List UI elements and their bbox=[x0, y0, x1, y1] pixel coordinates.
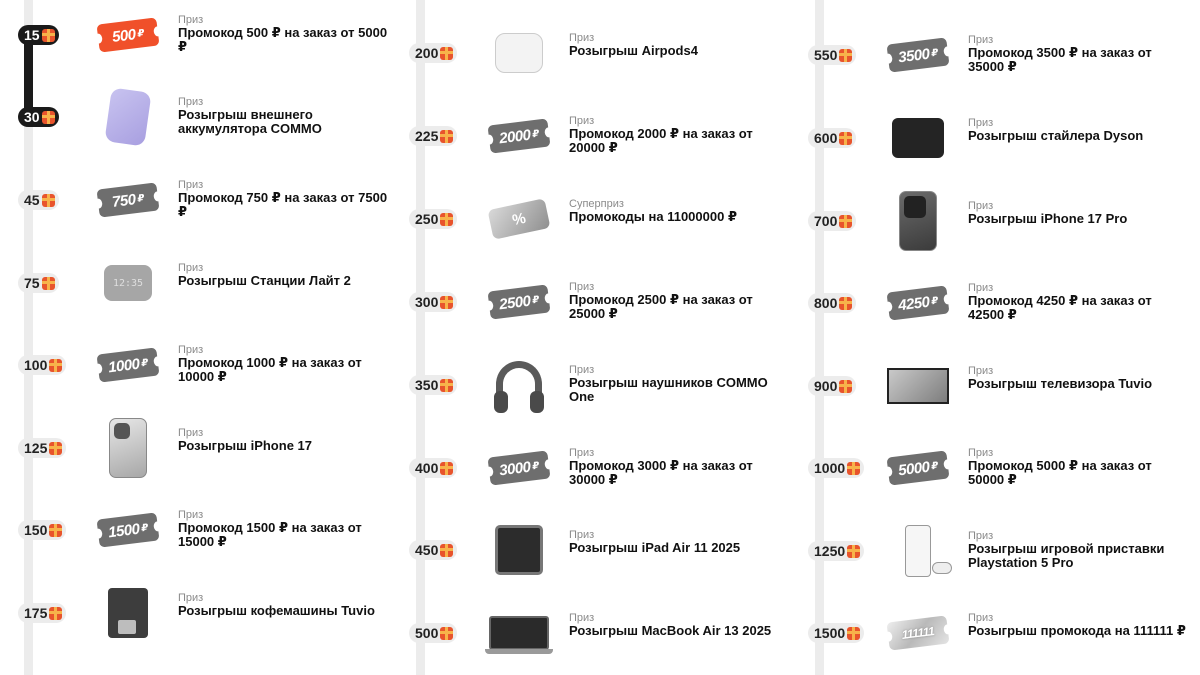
points-value: 500 bbox=[415, 625, 439, 641]
points-value: 250 bbox=[415, 211, 439, 227]
gift-icon bbox=[440, 379, 453, 392]
prize-text bbox=[569, 281, 789, 321]
points-badge bbox=[808, 128, 856, 148]
ruble-sign: ₽ bbox=[531, 294, 540, 306]
points-badge bbox=[409, 623, 457, 643]
prize-label: Приз bbox=[968, 282, 994, 294]
percent-ticket-icon: % bbox=[488, 198, 551, 239]
gift-icon bbox=[49, 359, 62, 372]
iphone-pro-icon bbox=[899, 191, 937, 251]
prize-title: Промокод 3500 ₽ на заказ от 35000 ₽ bbox=[968, 45, 1152, 74]
prize-title: Промокод 1500 ₽ на заказ от 15000 ₽ bbox=[178, 520, 362, 549]
prize-image bbox=[487, 271, 551, 333]
prize-text bbox=[569, 529, 789, 555]
points-badge bbox=[18, 273, 59, 293]
prize-image bbox=[886, 520, 950, 582]
coffee-machine-icon bbox=[108, 588, 148, 638]
prize-image bbox=[96, 169, 160, 231]
gift-icon bbox=[847, 462, 860, 475]
prize-label: Приз bbox=[968, 447, 994, 459]
prize-image bbox=[886, 355, 950, 417]
points-badge bbox=[808, 45, 856, 65]
gift-icon bbox=[847, 627, 860, 640]
playstation-icon bbox=[905, 525, 931, 577]
prize-title: Промокод 1000 ₽ на заказ от 10000 ₽ bbox=[178, 355, 362, 384]
prize-image bbox=[96, 417, 160, 479]
ruble-sign: ₽ bbox=[136, 27, 145, 40]
reward-row[interactable] bbox=[808, 433, 1188, 503]
coupon-icon bbox=[887, 37, 950, 72]
ruble-sign: ₽ bbox=[140, 522, 149, 534]
reward-row[interactable] bbox=[409, 350, 789, 420]
gift-icon bbox=[839, 297, 852, 310]
prize-image bbox=[487, 22, 551, 84]
reward-row[interactable] bbox=[18, 0, 398, 70]
coupon-icon bbox=[887, 285, 950, 320]
reward-row[interactable] bbox=[808, 268, 1188, 338]
prize-title: Промокод 500 ₽ на заказ от 5000 ₽ bbox=[178, 25, 388, 54]
prize-label: Приз bbox=[968, 365, 994, 377]
gift-icon bbox=[42, 29, 55, 42]
reward-row[interactable] bbox=[409, 433, 789, 503]
prize-image bbox=[487, 519, 551, 581]
points-value: 1500 bbox=[814, 625, 846, 641]
prize-text bbox=[569, 198, 789, 224]
coupon-icon bbox=[97, 182, 160, 217]
prize-label: Приз bbox=[968, 117, 994, 129]
prize-label: Приз bbox=[569, 447, 595, 459]
points-badge bbox=[409, 292, 457, 312]
gift-icon bbox=[839, 132, 852, 145]
prize-image bbox=[886, 24, 950, 86]
prize-label: Приз bbox=[178, 262, 204, 274]
prize-text bbox=[178, 427, 398, 453]
prize-label: Приз bbox=[178, 509, 204, 521]
prize-text bbox=[968, 447, 1188, 487]
coupon-icon bbox=[97, 17, 160, 52]
prize-text bbox=[178, 179, 398, 219]
prize-title: Розыгрыш Станции Лайт 2 bbox=[178, 273, 351, 288]
points-value: 800 bbox=[814, 295, 838, 311]
reward-row[interactable] bbox=[18, 495, 398, 565]
prize-title: Розыгрыш iPhone 17 Pro bbox=[968, 211, 1128, 226]
points-badge bbox=[18, 25, 59, 45]
points-badge bbox=[18, 603, 66, 623]
reward-row[interactable] bbox=[409, 515, 789, 585]
prize-label: Приз bbox=[178, 179, 204, 191]
points-badge bbox=[409, 43, 457, 63]
points-badge bbox=[409, 458, 457, 478]
points-value: 225 bbox=[415, 128, 439, 144]
reward-row[interactable] bbox=[18, 413, 398, 483]
points-value: 400 bbox=[415, 460, 439, 476]
coupon-icon bbox=[488, 118, 551, 153]
ruble-sign: ₽ bbox=[136, 192, 145, 205]
gift-icon bbox=[440, 296, 453, 309]
points-badge bbox=[18, 190, 59, 210]
points-badge bbox=[808, 293, 856, 313]
points-value: 350 bbox=[415, 377, 439, 393]
reward-row[interactable] bbox=[808, 351, 1188, 421]
ruble-sign: ₽ bbox=[531, 128, 540, 140]
reward-row[interactable] bbox=[18, 82, 398, 152]
points-badge bbox=[18, 107, 59, 127]
ruble-sign: ₽ bbox=[930, 47, 939, 59]
points-badge bbox=[808, 623, 864, 643]
prize-label: Приз bbox=[968, 530, 994, 542]
prize-title: Розыгрыш iPad Air 11 2025 bbox=[569, 540, 741, 555]
ipad-icon bbox=[495, 525, 543, 575]
prize-text bbox=[968, 34, 1188, 74]
prize-title: Розыгрыш Airpods4 bbox=[569, 43, 698, 58]
gift-icon bbox=[839, 380, 852, 393]
prize-label: Приз bbox=[178, 592, 204, 604]
reward-row[interactable] bbox=[808, 598, 1188, 668]
prize-label: Приз bbox=[178, 427, 204, 439]
points-value: 450 bbox=[415, 542, 439, 558]
prize-title: Розыгрыш стайлера Dyson bbox=[968, 128, 1144, 143]
ruble-sign: ₽ bbox=[930, 460, 939, 472]
points-badge bbox=[808, 211, 856, 231]
points-value: 30 bbox=[24, 109, 40, 125]
prize-title: Розыгрыш наушников COMMO One bbox=[569, 375, 768, 404]
points-badge bbox=[409, 209, 457, 229]
coupon-value: 750 bbox=[111, 190, 137, 211]
prize-label: Приз bbox=[968, 200, 994, 212]
points-value: 300 bbox=[415, 294, 439, 310]
points-value: 1250 bbox=[814, 543, 846, 559]
prize-title: Промокод 5000 ₽ на заказ от 50000 ₽ bbox=[968, 458, 1152, 487]
points-badge bbox=[808, 376, 856, 396]
prize-title: Розыгрыш телевизора Tuvio bbox=[968, 376, 1153, 391]
prize-image bbox=[96, 86, 160, 148]
prize-image bbox=[886, 437, 950, 499]
reward-row[interactable] bbox=[18, 248, 398, 318]
reward-row[interactable] bbox=[808, 516, 1188, 586]
points-badge bbox=[18, 438, 66, 458]
gift-icon bbox=[440, 462, 453, 475]
reward-row[interactable] bbox=[18, 330, 398, 400]
gift-icon bbox=[839, 49, 852, 62]
coupon-value: 1500 bbox=[107, 520, 141, 541]
coupon-value: 3000 bbox=[498, 458, 532, 479]
points-value: 100 bbox=[24, 357, 48, 373]
coupon-icon bbox=[97, 347, 160, 382]
prize-title: Розыгрыш внешнего аккумулятора COMMO bbox=[178, 107, 322, 136]
prize-image bbox=[886, 190, 950, 252]
prize-text bbox=[569, 115, 789, 155]
prize-label: Приз bbox=[178, 344, 204, 356]
gift-icon bbox=[49, 524, 62, 537]
prize-title: Розыгрыш промокода на 111111 ₽ bbox=[968, 623, 1186, 638]
ruble-sign: ₽ bbox=[930, 295, 939, 307]
prize-title: Розыгрыш iPhone 17 bbox=[178, 438, 312, 453]
prize-title: Промокод 750 ₽ на заказ от 7500 ₽ bbox=[178, 190, 388, 219]
coupon-icon bbox=[488, 450, 551, 485]
coupon-icon bbox=[488, 284, 551, 319]
prize-text bbox=[968, 200, 1188, 226]
prize-title: Промокод 2000 ₽ на заказ от 20000 ₽ bbox=[569, 126, 753, 155]
prize-text bbox=[968, 117, 1188, 143]
prize-text bbox=[569, 32, 789, 58]
gift-icon bbox=[42, 277, 55, 290]
prize-text bbox=[178, 14, 398, 54]
prize-image bbox=[886, 272, 950, 334]
points-value: 200 bbox=[415, 45, 439, 61]
prize-image bbox=[487, 437, 551, 499]
prize-title: Розыгрыш MacBook Air 13 2025 bbox=[569, 623, 772, 638]
prize-title: Промокод 2500 ₽ на заказ от 25000 ₽ bbox=[569, 292, 753, 321]
ruble-sign: ₽ bbox=[531, 460, 540, 472]
points-badge bbox=[18, 355, 66, 375]
prize-label: Приз bbox=[569, 529, 595, 541]
tv-icon bbox=[887, 368, 949, 404]
prize-text bbox=[178, 509, 398, 549]
reward-row[interactable] bbox=[808, 186, 1188, 256]
prize-label: Приз bbox=[569, 115, 595, 127]
points-badge bbox=[808, 458, 864, 478]
gift-icon bbox=[49, 442, 62, 455]
prize-text bbox=[569, 364, 789, 404]
prize-image bbox=[96, 252, 160, 314]
prize-title: Промокод 3000 ₽ на заказ от 30000 ₽ bbox=[569, 458, 753, 487]
prize-title: Промокод 4250 ₽ на заказ от 42500 ₽ bbox=[968, 293, 1152, 322]
prize-label: Приз bbox=[178, 14, 204, 26]
points-badge bbox=[409, 375, 457, 395]
prize-title: Розыгрыш кофемашины Tuvio bbox=[178, 603, 375, 618]
points-value: 550 bbox=[814, 47, 838, 63]
prize-image bbox=[487, 105, 551, 167]
coupon-value: 500 bbox=[111, 25, 137, 46]
gift-icon bbox=[440, 130, 453, 143]
reward-row[interactable] bbox=[18, 578, 398, 648]
gift-icon bbox=[49, 607, 62, 620]
prize-text bbox=[178, 96, 398, 136]
prize-label: Приз bbox=[569, 32, 595, 44]
coupon-value: 5000 bbox=[897, 458, 931, 479]
reward-row[interactable] bbox=[409, 101, 789, 171]
prize-image bbox=[96, 334, 160, 396]
prize-text bbox=[569, 612, 789, 638]
points-badge bbox=[808, 541, 864, 561]
prize-text bbox=[178, 344, 398, 384]
gift-icon bbox=[42, 194, 55, 207]
coupon-value: 3500 bbox=[897, 45, 931, 66]
prize-image bbox=[487, 188, 551, 250]
points-badge bbox=[18, 520, 66, 540]
prize-image bbox=[96, 582, 160, 644]
reward-row[interactable] bbox=[409, 267, 789, 337]
dyson-styler-icon bbox=[892, 118, 944, 158]
ruble-sign: ₽ bbox=[140, 357, 149, 369]
points-value: 45 bbox=[24, 192, 40, 208]
macbook-icon bbox=[489, 616, 549, 650]
prize-text bbox=[968, 365, 1188, 391]
reward-row[interactable] bbox=[409, 184, 789, 254]
points-value: 900 bbox=[814, 378, 838, 394]
points-value: 75 bbox=[24, 275, 40, 291]
prize-image bbox=[487, 602, 551, 664]
points-badge bbox=[409, 126, 457, 146]
points-value: 175 bbox=[24, 605, 48, 621]
prize-text bbox=[968, 612, 1188, 638]
reward-row[interactable] bbox=[808, 103, 1188, 173]
points-value: 600 bbox=[814, 130, 838, 146]
points-value: 700 bbox=[814, 213, 838, 229]
prize-label: Приз bbox=[569, 612, 595, 624]
prize-image bbox=[886, 107, 950, 169]
gift-icon bbox=[839, 215, 852, 228]
iphone-icon bbox=[109, 418, 147, 478]
gift-icon bbox=[440, 627, 453, 640]
prize-text bbox=[178, 592, 398, 618]
camera-module-icon bbox=[114, 423, 130, 439]
prize-label: Приз bbox=[569, 281, 595, 293]
prize-text bbox=[178, 262, 398, 288]
airpods-icon bbox=[495, 33, 543, 73]
points-value: 150 bbox=[24, 522, 48, 538]
prize-image bbox=[96, 499, 160, 561]
prize-label: Приз bbox=[569, 364, 595, 376]
prize-image bbox=[96, 4, 160, 66]
prize-label: Приз bbox=[178, 96, 204, 108]
prize-title: Розыгрыш игровой приставки Playstation 5 Pro bbox=[968, 541, 1165, 570]
gift-icon bbox=[440, 544, 453, 557]
coupon-icon bbox=[887, 450, 950, 485]
points-value: 1000 bbox=[814, 460, 846, 476]
prize-image bbox=[886, 602, 950, 664]
reward-row[interactable] bbox=[18, 165, 398, 235]
gift-icon bbox=[440, 47, 453, 60]
prize-label: Приз bbox=[968, 612, 994, 624]
coupon-value: 2000 bbox=[498, 126, 532, 147]
gift-icon bbox=[42, 111, 55, 124]
headphones-icon bbox=[496, 361, 542, 409]
points-badge bbox=[409, 540, 457, 560]
gift-icon bbox=[847, 545, 860, 558]
reward-row[interactable] bbox=[409, 18, 789, 88]
silver-coupon-icon bbox=[887, 615, 950, 650]
power-bank-icon bbox=[104, 87, 151, 146]
reward-row[interactable] bbox=[409, 598, 789, 668]
prize-text bbox=[569, 447, 789, 487]
prize-text bbox=[968, 282, 1188, 322]
prize-text bbox=[968, 530, 1188, 570]
coupon-value: 2500 bbox=[498, 292, 532, 313]
prize-label: Приз bbox=[968, 34, 994, 46]
gift-icon bbox=[440, 213, 453, 226]
prize-title: Промокоды на 11000000 ₽ bbox=[569, 209, 737, 224]
reward-row[interactable] bbox=[808, 20, 1188, 90]
points-value: 15 bbox=[24, 27, 40, 43]
smart-speaker-icon: 12:35 bbox=[104, 265, 152, 301]
coupon-value: 111111 bbox=[900, 624, 936, 642]
prize-label: Суперприз bbox=[569, 198, 624, 210]
prize-image bbox=[487, 354, 551, 416]
camera-module-icon bbox=[904, 196, 926, 218]
coupon-value: 4250 bbox=[897, 293, 931, 314]
points-value: 125 bbox=[24, 440, 48, 456]
coupon-value: 1000 bbox=[107, 355, 141, 376]
coupon-icon bbox=[97, 512, 160, 547]
